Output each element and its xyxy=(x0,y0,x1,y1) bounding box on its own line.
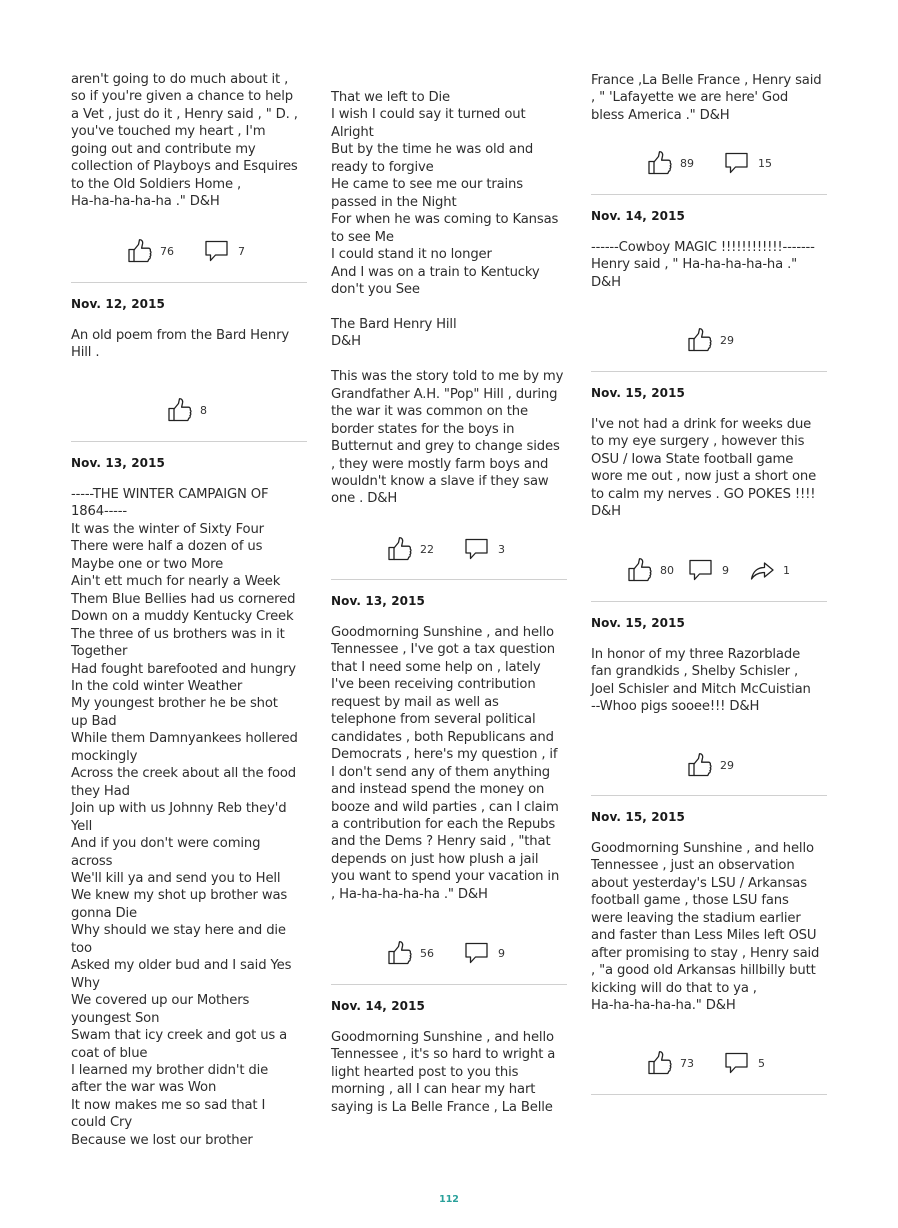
post-date: Nov. 14, 2015 xyxy=(331,999,426,1013)
like-count: 56 xyxy=(420,946,434,960)
post-date: Nov. 15, 2015 xyxy=(591,810,686,824)
post-stats xyxy=(71,237,307,265)
thumbs-up-icon xyxy=(686,327,712,353)
post-text: In honor of my three Razorblade fan grandkids , Shelby Schisler , Joel Schisler and Mitch McCuistian --Whoo pigs sooee!!! D&H xyxy=(591,647,811,715)
comment-count: 15 xyxy=(758,156,772,170)
post-date: Nov. 14, 2015 xyxy=(591,209,686,223)
like-count: 76 xyxy=(160,244,174,258)
like-count: 22 xyxy=(420,542,434,556)
post-stats xyxy=(591,1049,827,1077)
post-date: Nov. 13, 2015 xyxy=(71,456,166,470)
divider xyxy=(71,441,307,442)
post-date: Nov. 15, 2015 xyxy=(591,386,686,400)
divider xyxy=(331,984,567,985)
thumbs-up-icon xyxy=(646,1050,672,1076)
page-number: 112 xyxy=(439,1194,459,1205)
like-button[interactable] xyxy=(686,751,734,779)
comment-icon xyxy=(204,238,230,264)
thumbs-up-icon xyxy=(686,752,712,778)
like-button[interactable] xyxy=(386,939,434,967)
like-button[interactable] xyxy=(686,326,734,354)
thumbs-up-icon xyxy=(386,940,412,966)
like-button[interactable] xyxy=(646,149,694,177)
share-button[interactable] xyxy=(749,556,790,584)
post-date: Nov. 13, 2015 xyxy=(331,594,426,608)
post-stats xyxy=(71,396,307,424)
post-stats xyxy=(591,556,827,584)
post-stats xyxy=(591,326,827,354)
divider xyxy=(591,601,827,602)
divider xyxy=(591,371,827,372)
comment-count: 5 xyxy=(758,1056,765,1070)
comment-button[interactable] xyxy=(204,237,245,265)
like-count: 8 xyxy=(200,403,207,417)
post-text-continued: France ,La Belle France , Henry said , " 'Lafayette we are here' God bless America ." D&H xyxy=(591,73,822,123)
thumbs-up-icon xyxy=(646,150,672,176)
divider xyxy=(591,194,827,195)
like-count: 73 xyxy=(680,1056,694,1070)
comment-icon xyxy=(464,940,490,966)
comment-count: 7 xyxy=(238,244,245,258)
thumbs-up-icon xyxy=(626,557,652,583)
comment-icon xyxy=(724,1050,750,1076)
like-button[interactable] xyxy=(166,396,207,424)
divider xyxy=(591,795,827,796)
like-count: 29 xyxy=(720,333,734,347)
comment-button[interactable] xyxy=(724,1049,765,1077)
post-text: I've not had a drink for weeks due to my eye surgery , however this OSU / Iowa State football game wore me out , now just a short one to calm my nerves . GO POKES !!!! D&H xyxy=(591,417,817,520)
like-count: 80 xyxy=(660,563,674,577)
like-button[interactable] xyxy=(646,1049,694,1077)
post-text-continued: That we left to Die I wish I could say it turned out Alright But by the time he was old and ready to forgive He came to see me our trains passed in the Night For when he was coming to Kansas to see Me I could stand it no longer And I was on a train to Kentucky don't you See The Bard Henry Hill D&H This was the story told to me by my Grandfather A.H. "Pop" Hill , during the war it was common on the border states for the boys in Butternut and grey to change sides , they were mostly farm boys and wouldn't know a slave if they saw one . D&H xyxy=(331,90,564,507)
thumbs-up-icon xyxy=(126,238,152,264)
comment-button[interactable] xyxy=(724,149,772,177)
post-stats xyxy=(591,149,827,177)
divider xyxy=(331,579,567,580)
divider xyxy=(71,282,307,283)
post-stats xyxy=(591,751,827,779)
post-text: Goodmorning Sunshine , and hello Tennessee , it's so hard to wright a light hearted post to you this morning , all I can hear my hart saying is La Belle France , La Belle xyxy=(331,1030,556,1115)
post-text: Goodmorning Sunshine , and hello Tennessee , just an observation about yesterday's LSU / Arkansas football game , those LSU fans were leaving the stadium earlier and faster than Less Miles left OSU after promising to stay , Henry said , "a good old Arkansas hillbilly butt kicking will do that to ya , Ha-ha-ha-ha-ha." D&H xyxy=(591,841,820,1014)
like-button[interactable] xyxy=(126,237,174,265)
post-stats xyxy=(331,535,567,563)
like-button[interactable] xyxy=(626,556,674,584)
post-text: An old poem from the Bard Henry Hill . xyxy=(71,328,290,361)
like-count: 29 xyxy=(720,758,734,772)
post-date: Nov. 12, 2015 xyxy=(71,297,166,311)
comment-icon xyxy=(688,557,714,583)
share-arrow-icon xyxy=(749,557,775,583)
thumbs-up-icon xyxy=(386,536,412,562)
comment-count: 9 xyxy=(722,563,729,577)
like-button[interactable] xyxy=(386,535,434,563)
comment-button[interactable] xyxy=(464,535,505,563)
thumbs-up-icon xyxy=(166,397,192,423)
post-text: Goodmorning Sunshine , and hello Tennessee , I've got a tax question that I need some help on , lately I've been receiving contribution request by mail as well as telephone from several political candidates , both Republicans and Democrats , here's my question , if I don't send any of them anything and instead spend the money on booze and wild parties , can I claim a contribution for each the Repubs and the Dems ? Henry said , "that depends on just how plush a jail you want to spend your vacation in , Ha-ha-ha-ha-ha ." D&H xyxy=(331,625,560,902)
comment-button[interactable] xyxy=(688,556,729,584)
divider xyxy=(591,1094,827,1095)
post-text: ------Cowboy MAGIC !!!!!!!!!!!!------- Henry said , " Ha-ha-ha-ha-ha ." D&H xyxy=(591,240,815,290)
comment-icon xyxy=(464,536,490,562)
post-stats xyxy=(331,939,567,967)
comment-count: 9 xyxy=(498,946,505,960)
like-count: 89 xyxy=(680,156,694,170)
comment-icon xyxy=(724,150,750,176)
comment-button[interactable] xyxy=(464,939,505,967)
comment-count: 3 xyxy=(498,542,505,556)
post-date: Nov. 15, 2015 xyxy=(591,616,686,630)
post-text: -----THE WINTER CAMPAIGN OF 1864----- It was the winter of Sixty Four There were half a dozen of us Maybe one or two More Ain't ett much for nearly a Week Them Blue Bellies had us cornered Down on a muddy Kentucky Creek The three of us brothers was in it Together Had fought barefooted and hungry In the cold winter Weather My youngest brother he be shot up Bad While them Damnyankees hollered mockingly Across the creek about all the food they Had Join up with us Johnny Reb they'd Yell And if you don't were coming across We'll kill ya and send you to Hell We knew my shot up brother was gonna Die Why should we stay here and die too Asked my older bud and I said Yes Why We covered up our Mothers youngest Son Swam that icy creek and got us a coat of blue I learned my brother didn't die after the war was Won It now makes me so sad that I could Cry Because we lost our brother xyxy=(71,487,298,1148)
share-count: 1 xyxy=(783,563,790,577)
post-text-continued: aren't going to do much about it , so if you're given a chance to help a Vet , just do it , Henry said , " D. , you've touched my heart , I'm going out and contribute my collection of Playboys and Esquires to the Old Soldiers Home , Ha-ha-ha-ha-ha ." D&H xyxy=(71,72,298,210)
